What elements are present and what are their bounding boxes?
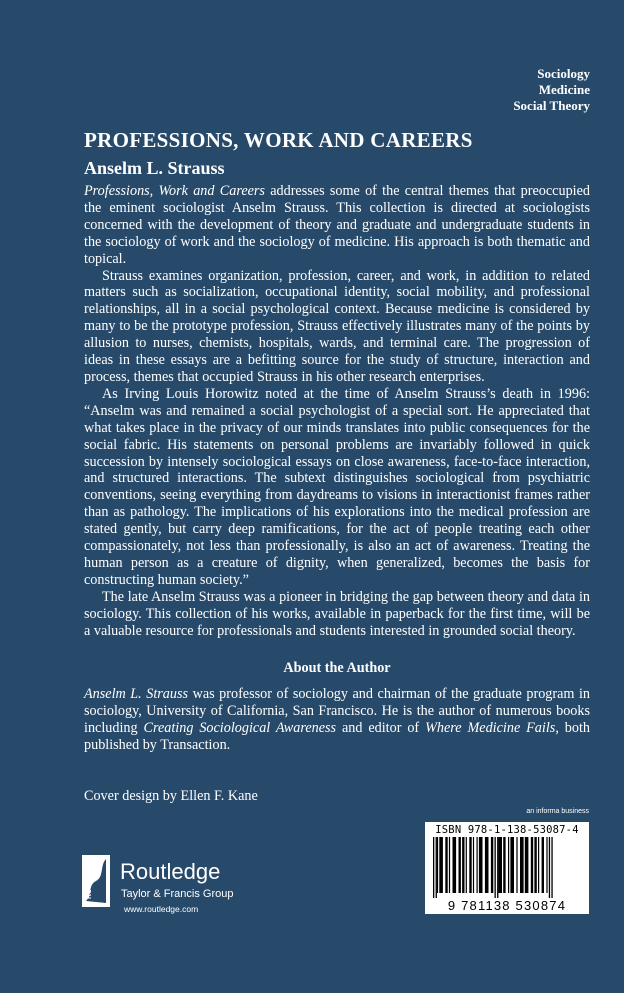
book-title-1: Creating Sociological Awareness xyxy=(143,719,337,736)
barcode-bar xyxy=(469,837,471,893)
book-title: PROFESSIONS, WORK AND CAREERS xyxy=(84,128,473,152)
barcode-bar xyxy=(459,837,461,893)
category-social-theory: Social Theory xyxy=(513,98,590,113)
about-author-heading: About the Author xyxy=(283,660,391,676)
book-title-2: Where Medicine Fails xyxy=(425,719,556,736)
barcode-bar xyxy=(485,837,489,893)
barcode-bar xyxy=(491,837,493,893)
routledge-mark-icon xyxy=(82,855,110,907)
author-name-italic: Anselm L. Strauss xyxy=(84,686,189,702)
publisher-url: www.routledge.com xyxy=(124,904,199,914)
informa-tagline: an informa business xyxy=(526,808,589,815)
barcode-bars xyxy=(431,837,583,901)
barcode-guard-bar xyxy=(436,837,437,901)
barcode-bar xyxy=(503,837,505,893)
barcode-bar xyxy=(462,837,464,893)
blurb-paragraph-4: The late Anselm Strauss was a pioneer in bridging the gap between theory and data in sociology. This collection of his works, available in paperback for the first time, will be a valuable resource for professionals and students interested in grounded social theory. xyxy=(84,588,590,639)
publisher-name: Routledge xyxy=(120,859,221,884)
blurb-paragraph-1: Professions, Work and Careers addresses some of the central themes that preoccupied the eminent sociologist Anselm Strauss. This collection is directed at sociologists concerned with the development of theory and graduate and undergraduate students in the sociology of work and the sociology of medicine. His approach is both thematic and topical. xyxy=(84,183,590,267)
barcode-digits: 9 781138 530874 xyxy=(425,898,589,913)
blurb-paragraph-3: As Irving Louis Horowitz noted at the time of Anselm Strauss’s death in 1996: “Anselm was and remained a social psychologist of a special sort. He appreciated that what takes place in the privacy of our minds translates into public consequences for the social fabric. His statements on personal problems are invariably followed in quick succession by intensely sociological essays on close awareness, face-to-face interaction, and structured interactions. The subtext distinguishes sociological from psychiatric conventions, seeing everything from daydreams to visions in interactionist frames rather than as pathology. The implications of his explorations into the medical profession are stated gently, but carry deep ramifications, for the act of people treating each other compassionately, not less than professionally, is also an act of awareness. Treating the human person as a creature of dignity, when generalized, becomes the basis for constructing human society.” xyxy=(84,385,590,588)
barcode-bar xyxy=(542,837,544,893)
barcode-bar xyxy=(473,837,474,893)
barcode-bar xyxy=(479,837,483,893)
cover-design-credit: Cover design by Ellen F. Kane xyxy=(84,788,258,804)
barcode-bar xyxy=(538,837,539,893)
category-sociology: Sociology xyxy=(537,66,590,81)
barcode-bar xyxy=(510,837,514,893)
book-author: Anselm L. Strauss xyxy=(84,158,225,178)
barcode-bar xyxy=(534,837,536,893)
barcode-bar xyxy=(498,837,502,893)
barcode-bar xyxy=(449,837,450,893)
publisher-group: Taylor & Francis Group xyxy=(121,888,234,900)
barcode-bar xyxy=(445,837,447,893)
barcode-bar xyxy=(439,837,443,893)
publisher-logo xyxy=(82,855,282,915)
barcode-bar xyxy=(453,837,457,893)
barcode-bar xyxy=(531,837,533,893)
isbn-barcode xyxy=(425,822,589,914)
barcode-bar xyxy=(520,837,524,893)
about-author-text: Anselm L. Strauss was professor of sociology and chairman of the graduate program in sociology, University of California, San Francisco. He is the author of numerous books including Creating Sociological Awareness and editor of Where Medicine Fails, both published by Transaction. xyxy=(84,686,590,753)
barcode-guard-bar xyxy=(497,837,498,901)
barcode-bar xyxy=(516,837,517,893)
barcode-bar xyxy=(477,837,478,893)
blurb-paragraph-2: Strauss examines organization, profession, career, and work, in addition to related matters such as socialization, occupational identity, social mobility, and professional relationships, all in a social psychological context. Because medicine is considered by many to be the prototype profession, Strauss effectively illustrates many of the points by allusion to nurses, chemists, hospitals, wards, and terminal care. The progression of ideas in these essays are a befitting source for the study of structure, interaction and process, themes that occupied Strauss in his other research enterprises. xyxy=(84,267,590,385)
barcode-bar xyxy=(466,837,467,893)
barcode-guard-bar xyxy=(433,837,434,901)
barcode-bar xyxy=(508,837,509,893)
subject-categories xyxy=(513,66,590,114)
blurb xyxy=(84,183,590,639)
isbn-label: ISBN 978-1-138-53087-4 xyxy=(435,824,579,836)
barcode-bar xyxy=(437,837,438,893)
barcode-guard-bar xyxy=(495,837,496,901)
barcode-bar xyxy=(525,837,529,893)
barcode-guard-bar xyxy=(549,837,550,901)
barcode-guard-bar xyxy=(551,837,552,901)
barcode-bar xyxy=(546,837,547,893)
category-medicine: Medicine xyxy=(538,82,590,97)
title-italic: Professions, Work and Careers xyxy=(84,183,265,199)
logo-vertical-text: ROUTLEDGE xyxy=(86,855,93,899)
